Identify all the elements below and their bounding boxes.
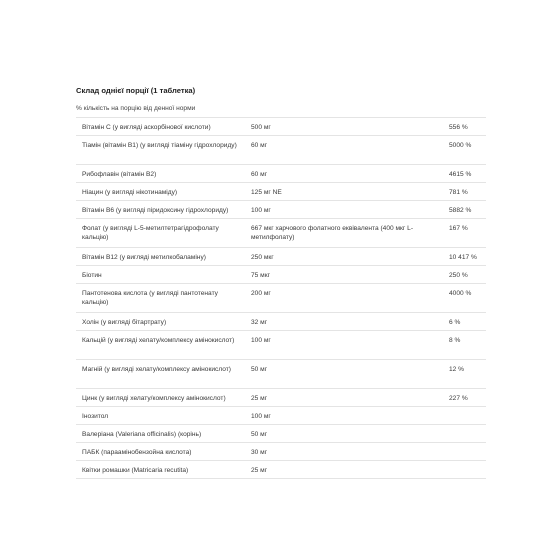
nutrient-amount-cell [246, 118, 449, 136]
daily-value-percent-cell [449, 118, 486, 136]
supplement-facts [76, 86, 486, 479]
nutrient-name-cell [76, 118, 246, 136]
table-row [76, 331, 486, 360]
daily-value-percent-cell [449, 201, 486, 219]
nutrient-name-cell [76, 407, 246, 425]
nutrient-name: Пантотенова кислота (у вигляді пантотенату кальцію) [82, 290, 218, 306]
nutrient-amount-cell [246, 284, 449, 313]
table-row [76, 118, 486, 136]
nutrient-amount: 200 мг [251, 290, 271, 297]
table-row [76, 165, 486, 183]
nutrient-name: Вітамін В6 (у вигляді піридоксину гідрохлориду) [82, 207, 229, 214]
nutrient-amount-cell [246, 461, 449, 479]
nutrient-amount-cell [246, 331, 449, 360]
nutrient-name-cell [76, 266, 246, 284]
daily-value-percent: 167 % [449, 225, 468, 232]
daily-value-percent-cell [449, 360, 486, 389]
nutrient-name-cell [76, 165, 246, 183]
daily-value-percent-cell [449, 183, 486, 201]
daily-value-percent-cell [449, 389, 486, 407]
daily-value-percent: 5000 % [449, 142, 472, 149]
nutrient-amount-cell [246, 407, 449, 425]
daily-value-percent: 8 % [449, 337, 461, 344]
daily-value-percent: 4615 % [449, 171, 472, 178]
nutrient-name: Ніацин (у вигляді нікотинаміду) [82, 189, 178, 196]
nutrient-table [76, 117, 486, 479]
nutrient-name: Вітамін В12 (у вигляді метилкобаламіну) [82, 254, 206, 261]
nutrient-amount-cell [246, 248, 449, 266]
serving-title: Склад однієї порції (1 таблетка) [76, 86, 196, 95]
table-row [76, 389, 486, 407]
daily-value-percent-cell [449, 461, 486, 479]
nutrient-name: Рибофлавін (вітамін В2) [82, 171, 157, 178]
daily-value-percent: 4000 % [449, 290, 472, 297]
daily-value-percent: 12 % [449, 366, 465, 373]
nutrient-name: Тіамін (вітамін В1) (у вигляді тіаміну гідрохлориду) [82, 142, 237, 149]
nutrient-name-cell [76, 183, 246, 201]
table-row [76, 201, 486, 219]
nutrient-amount-cell [246, 313, 449, 331]
nutrient-amount-cell [246, 136, 449, 165]
nutrient-amount: 100 мг [251, 337, 271, 344]
daily-value-percent: 781 % [449, 189, 468, 196]
nutrient-amount-cell [246, 183, 449, 201]
nutrient-amount-cell [246, 389, 449, 407]
nutrient-amount-cell [246, 360, 449, 389]
nutrient-name-cell [76, 331, 246, 360]
nutrient-amount: 25 мг [251, 467, 268, 474]
daily-value-percent-cell [449, 331, 486, 360]
nutrient-name: Вітамін С (у вигляді аскорбінової кислоти) [82, 124, 211, 131]
table-row [76, 461, 486, 479]
nutrient-amount: 500 мг [251, 124, 271, 131]
daily-value-percent-cell [449, 443, 486, 461]
nutrient-name: Кальцій (у вигляді хелату/комплексу амінокислот) [82, 337, 235, 344]
nutrient-amount: 50 мг [251, 366, 268, 373]
daily-value-percent-cell [449, 284, 486, 313]
daily-value-percent [449, 443, 486, 449]
daily-value-percent-cell [449, 165, 486, 183]
daily-value-percent-cell [449, 425, 486, 443]
nutrient-name: Квітки ромашки (Matricaria recutita) [82, 467, 189, 474]
nutrient-amount-cell [246, 266, 449, 284]
daily-value-percent-cell [449, 248, 486, 266]
nutrient-amount: 100 мг [251, 413, 271, 420]
nutrient-table-body [76, 118, 486, 479]
nutrient-amount: 25 мг [251, 395, 268, 402]
daily-value-percent-cell [449, 219, 486, 248]
nutrient-name-cell [76, 443, 246, 461]
daily-value-percent-cell [449, 313, 486, 331]
table-row [76, 266, 486, 284]
daily-value-percent: 6 % [449, 319, 461, 326]
nutrient-name: Валеріана (Valeriana officinalis) (корінь) [82, 431, 202, 438]
daily-value-percent: 5882 % [449, 207, 472, 214]
nutrient-amount: 75 мкг [251, 272, 270, 279]
nutrient-amount: 60 мг [251, 142, 268, 149]
nutrient-name: Фолат (у вигляді L-5-метилтетрагідрофолату кальцію) [82, 225, 219, 241]
daily-value-percent [449, 425, 486, 431]
nutrient-name: Цинк (у вигляді хелату/комплексу амінокислот) [82, 395, 226, 402]
nutrient-name: Магній (у вигляді хелату/комплексу амінокислот) [82, 366, 231, 373]
nutrient-name-cell [76, 425, 246, 443]
daily-value-percent [449, 461, 486, 467]
nutrient-amount: 50 мг [251, 431, 268, 438]
daily-value-percent [449, 407, 486, 413]
table-row [76, 183, 486, 201]
nutrient-name-cell [76, 136, 246, 165]
nutrient-name: ПАБК (параамінобензойна кислота) [82, 449, 192, 456]
table-row [76, 313, 486, 331]
nutrient-amount: 667 мкг харчового фолатного еквівалента (400 мкг L-метилфолату) [251, 225, 414, 241]
nutrient-amount: 125 мг NE [251, 189, 282, 196]
daily-value-percent: 227 % [449, 395, 468, 402]
nutrient-name: Холін (у вигляді бітартрату) [82, 319, 167, 326]
nutrient-name-cell [76, 219, 246, 248]
table-row [76, 407, 486, 425]
daily-value-percent: 10 417 % [449, 254, 477, 261]
nutrient-name-cell [76, 313, 246, 331]
daily-value-percent: 250 % [449, 272, 468, 279]
nutrient-amount-cell [246, 201, 449, 219]
nutrient-name: Інозитол [82, 413, 109, 420]
nutrient-amount: 250 мкг [251, 254, 274, 261]
table-row [76, 284, 486, 313]
table-row [76, 425, 486, 443]
nutrient-name-cell [76, 360, 246, 389]
table-row [76, 219, 486, 248]
daily-value-percent: 556 % [449, 124, 468, 131]
table-row [76, 248, 486, 266]
nutrient-amount-cell [246, 219, 449, 248]
table-row [76, 136, 486, 165]
nutrient-amount: 60 мг [251, 171, 268, 178]
daily-value-percent-cell [449, 407, 486, 425]
nutrient-name-cell [76, 284, 246, 313]
nutrient-name-cell [76, 248, 246, 266]
nutrient-name-cell [76, 461, 246, 479]
nutrient-amount-cell [246, 443, 449, 461]
nutrient-name: Біотин [82, 272, 102, 279]
nutrient-amount: 30 мг [251, 449, 268, 456]
nutrient-name-cell [76, 201, 246, 219]
table-row [76, 360, 486, 389]
nutrient-amount-cell [246, 165, 449, 183]
daily-value-percent-cell [449, 136, 486, 165]
nutrient-amount: 32 мг [251, 319, 268, 326]
nutrient-amount: 100 мг [251, 207, 271, 214]
nutrient-name-cell [76, 389, 246, 407]
table-row [76, 443, 486, 461]
nutrient-amount-cell [246, 425, 449, 443]
daily-value-note: % кількість на порцію від денної норми [76, 105, 196, 112]
daily-value-percent-cell [449, 266, 486, 284]
